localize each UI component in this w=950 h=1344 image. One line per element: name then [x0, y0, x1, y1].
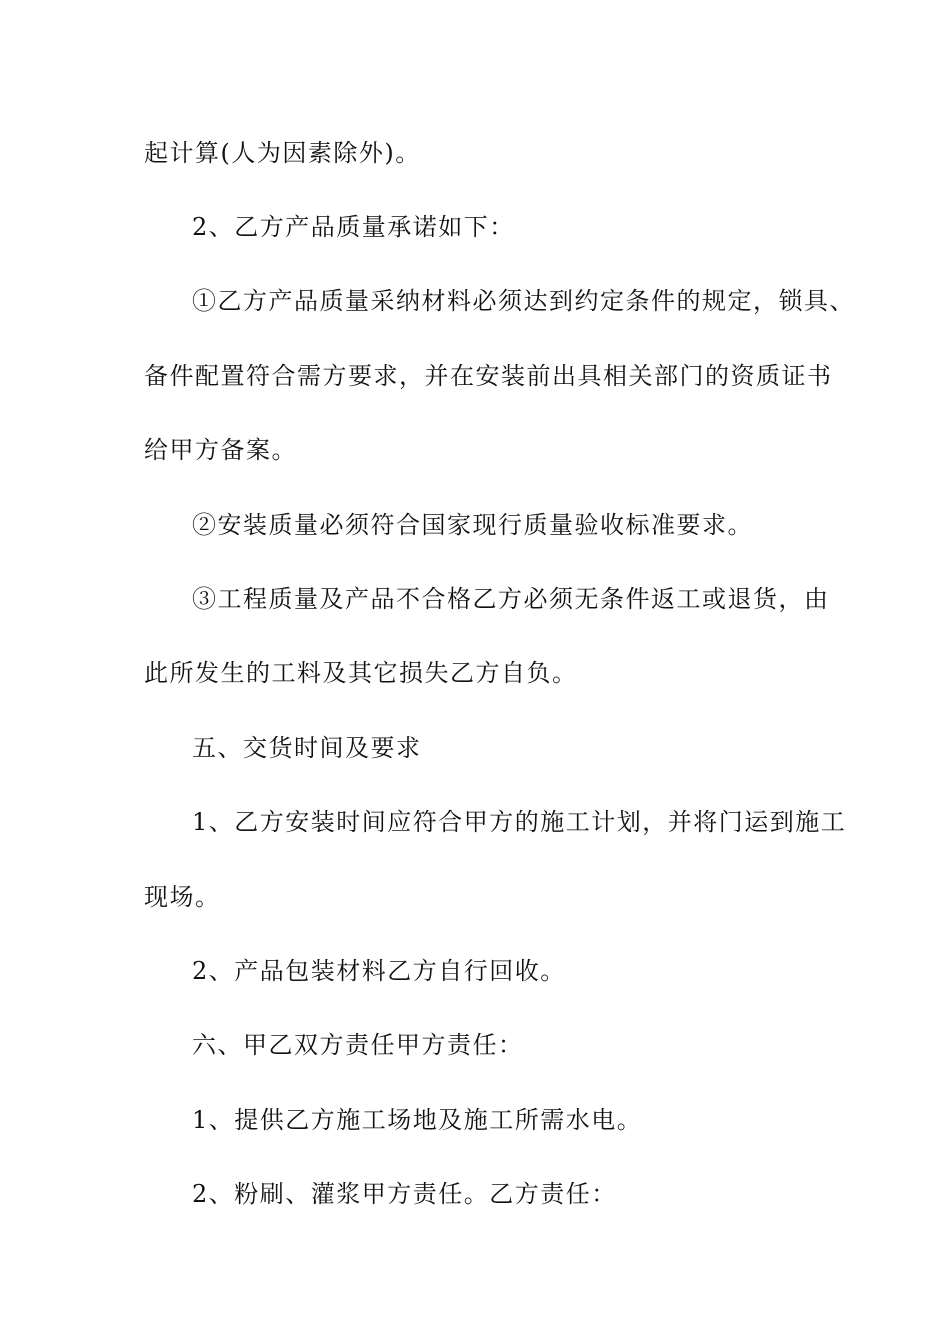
- text-line-14: 1、提供乙方施工场地及施工所需水电。: [192, 1106, 643, 1134]
- text-line-1: 起计算(人为因素除外)。: [144, 139, 421, 167]
- text-line-3: ①乙方产品质量采纳材料必须达到约定条件的规定，锁具、: [192, 287, 855, 315]
- text-line-15: 2、粉刷、灌浆甲方责任。乙方责任：: [192, 1180, 617, 1208]
- text-line-12: 2、产品包装材料乙方自行回收。: [192, 957, 566, 985]
- text-line-5: 给甲方备案。: [144, 436, 297, 464]
- section-heading-5: 五、交货时间及要求: [192, 734, 422, 762]
- text-line-11: 现场。: [144, 883, 221, 911]
- text-line-2: 2、乙方产品质量承诺如下：: [192, 213, 515, 241]
- text-line-8: 此所发生的工料及其它损失乙方自负。: [144, 659, 578, 687]
- text-line-4: 备件配置符合需方要求，并在安装前出具相关部门的资质证书: [144, 362, 833, 390]
- text-line-7: ③工程质量及产品不合格乙方必须无条件返工或退货，由: [192, 585, 830, 613]
- text-line-10: 1、乙方安装时间应符合甲方的施工计划，并将门运到施工: [192, 808, 847, 836]
- section-heading-6: 六、甲乙双方责任甲方责任：: [192, 1031, 524, 1059]
- text-line-6: ②安装质量必须符合国家现行质量验收标准要求。: [192, 511, 753, 539]
